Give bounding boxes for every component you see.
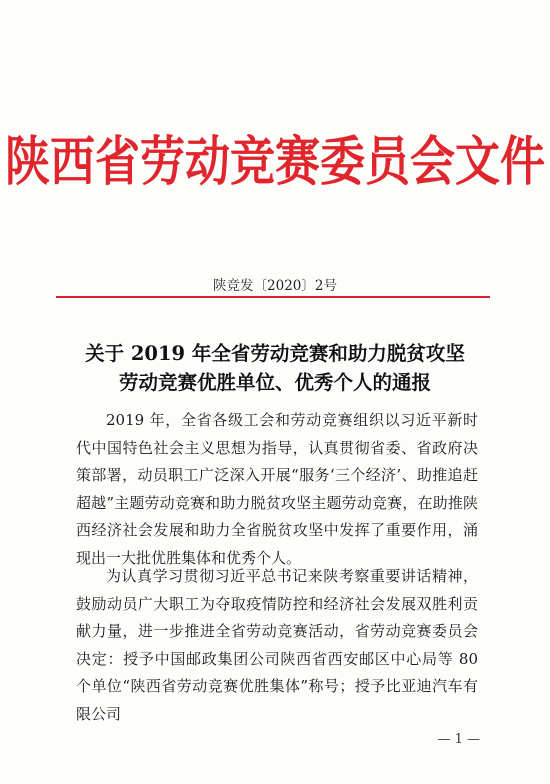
body-paragraph-1	[76, 407, 478, 572]
body-paragraph-2	[76, 563, 478, 728]
title-line-1: 关于 2019 年全省劳动竞赛和助力脱贫攻坚	[85, 342, 465, 365]
document-number: 陕竞发〔2020〕2号	[213, 278, 337, 294]
document-title	[40, 339, 510, 397]
page-number: — 1 —	[437, 732, 480, 747]
paragraph-text: 2019 年，全省各级工会和劳动竞赛组织以习近平新时代中国特色社会主义思想为指导，认真贯彻省委、省政府决策部署，动员职工广泛深入开展“服务‘三个经济’、助推追赶超越”主题劳动竞赛和助力脱贫攻坚主题劳动竞赛，在助推陕西经济社会发展和助力全省脱贫攻坚中发挥了重要作用，涌现出一大批优胜集体和优秀个人。	[76, 411, 478, 567]
header-divider-line	[56, 296, 490, 298]
title-line-2: 劳动竞赛优胜单位、优秀个人的通报	[118, 371, 431, 394]
paragraph-text: 为认真学习贯彻习近平总书记来陕考察重要讲话精神，鼓励动员广大职工为夺取疫情防控和经济社会发展双胜利贡献力量，进一步推进全省劳动竞赛活动，省劳动竞赛委员会决定：授予中国邮政集团公司陕西省西安邮区中心局等 80 个单位“陕西省劳动竞赛优胜集体”称号；授予比亚迪汽车有限公司	[76, 567, 478, 723]
document-header-title: 陕西省劳动竞赛委员会文件	[4, 130, 545, 193]
